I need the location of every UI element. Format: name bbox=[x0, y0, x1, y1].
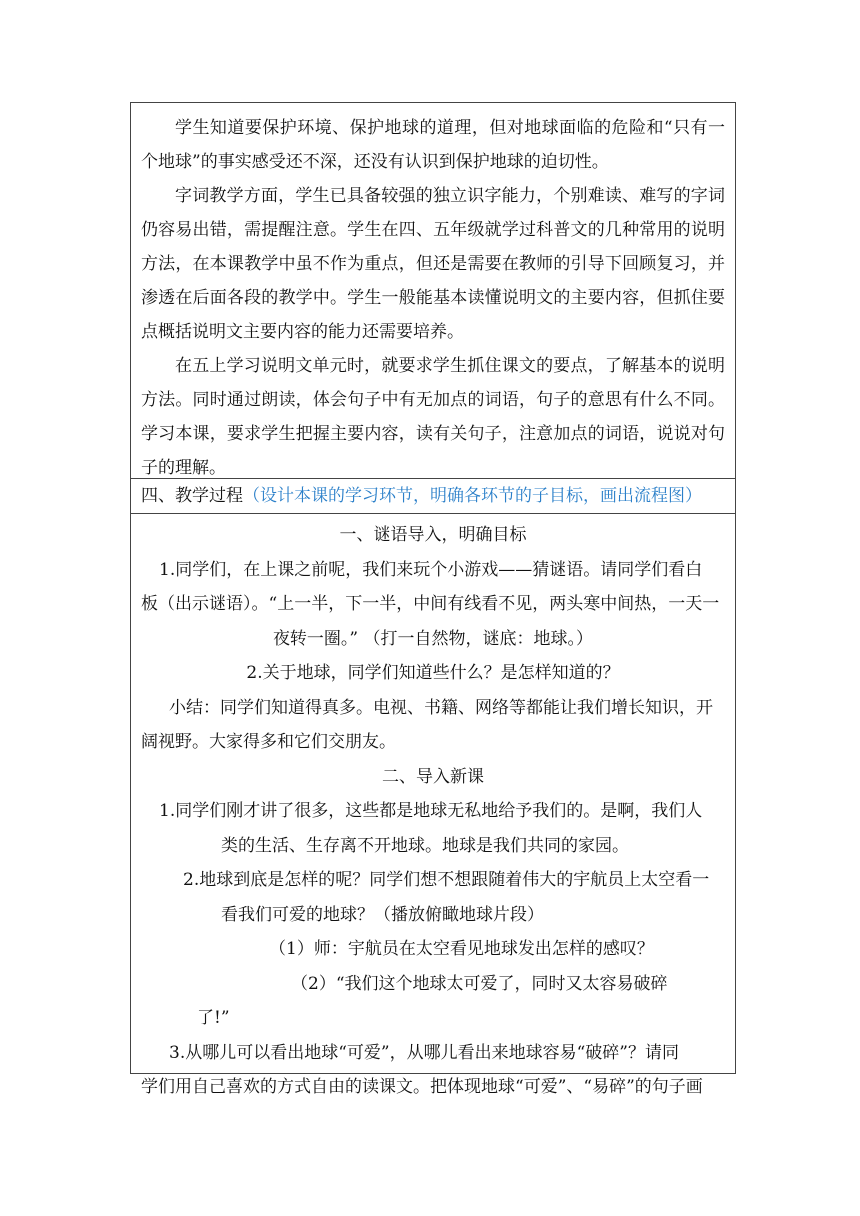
process-line: 1.同学们，在上课之前呢，我们来玩个小游戏——猜谜语。请同学们看白 bbox=[159, 559, 703, 580]
analysis-paragraph: 在五上学习说明文单元时，就要求学生抓住课文的要点，了解基本的说明方法。同时通过朗读，体会句子中有无加点的词语，句子的意思有什么不同。学习本课，要求学生把握主要内容，读有关句子，注意加点的词语，说说对句子的理解。 bbox=[141, 356, 725, 478]
process-line: 2.地球到底是怎样的呢？同学们想不想跟随着伟大的宇航员上太空看一 bbox=[183, 870, 710, 890]
process-line: （1）师：宇航员在太空看见地球发出怎样的感叹？ bbox=[269, 939, 654, 959]
process-line: 夜转一圈。” （打一自然物，谜底：地球。） bbox=[272, 628, 594, 649]
process-line: 了!” bbox=[197, 1008, 230, 1028]
process-line: 2.关于地球，同学们知道些什么？是怎样知道的？ bbox=[246, 663, 620, 683]
learner-analysis-cell bbox=[131, 103, 735, 478]
process-line: 学们用自己喜欢的方式自由的读课文。把体现地球“可爱”、“易碎”的句子画 bbox=[141, 1077, 703, 1097]
summary-line: 阔视野。大家得多和它们交朋友。 bbox=[141, 732, 396, 752]
teaching-process-cell bbox=[131, 513, 735, 1097]
process-line: 1.同学们刚才讲了很多，这些都是地球无私地给予我们的。是啊，我们人 bbox=[159, 801, 703, 821]
summary-line: 小结：同学们知道得真多。电视、书籍、网络等都能让我们增长知识，开 bbox=[169, 697, 713, 718]
section-title: 四、教学过程 bbox=[141, 486, 243, 506]
process-line: （2）“我们这个地球太可爱了，同时又太容易破碎 bbox=[291, 973, 668, 994]
process-line: 3.从哪儿可以看出地球“可爱”，从哪儿看出来地球容易“破碎”？请同 bbox=[169, 1042, 679, 1063]
analysis-paragraph: 字词教学方面，学生已具备较强的独立识字能力，个别难读、难写的字词仍容易出错，需提醒注意。学生在四、五年级就学过科普文的几种常用的说明方法，在本课教学中虽不作为重点，但还是需要在教师的引导下回顾复习，并渗透在后面各段的教学中。学生一般能基本读懂说明文的主要内容，但抓住要点概括说明文主要内容的能力还需要培养。 bbox=[141, 186, 725, 342]
section-header-teaching-process bbox=[131, 478, 735, 513]
step-heading-riddle: 一、谜语导入，明确目标 bbox=[339, 525, 527, 545]
step-heading-new-lesson: 二、导入新课 bbox=[382, 766, 484, 787]
lesson-plan-table bbox=[130, 102, 736, 1097]
process-line: 板（出示谜语）。“上一半，下一半，中间有线看不见，两头寒中间热，一天一 bbox=[141, 594, 720, 614]
section-hint: （设计本课的学习环节，明确各环节的子目标，画出流程图） bbox=[243, 486, 702, 506]
process-line: 类的生活、生存离不开地球。地球是我们共同的家园。 bbox=[221, 835, 629, 856]
analysis-paragraph: 学生知道要保护环境、保护地球的道理，但对地球面临的危险和“只有一个地球”的事实感受还不深，还没有认识到保护地球的迫切性。 bbox=[141, 118, 725, 172]
process-line: 看我们可爱的地球？（播放俯瞰地球片段） bbox=[221, 904, 544, 925]
